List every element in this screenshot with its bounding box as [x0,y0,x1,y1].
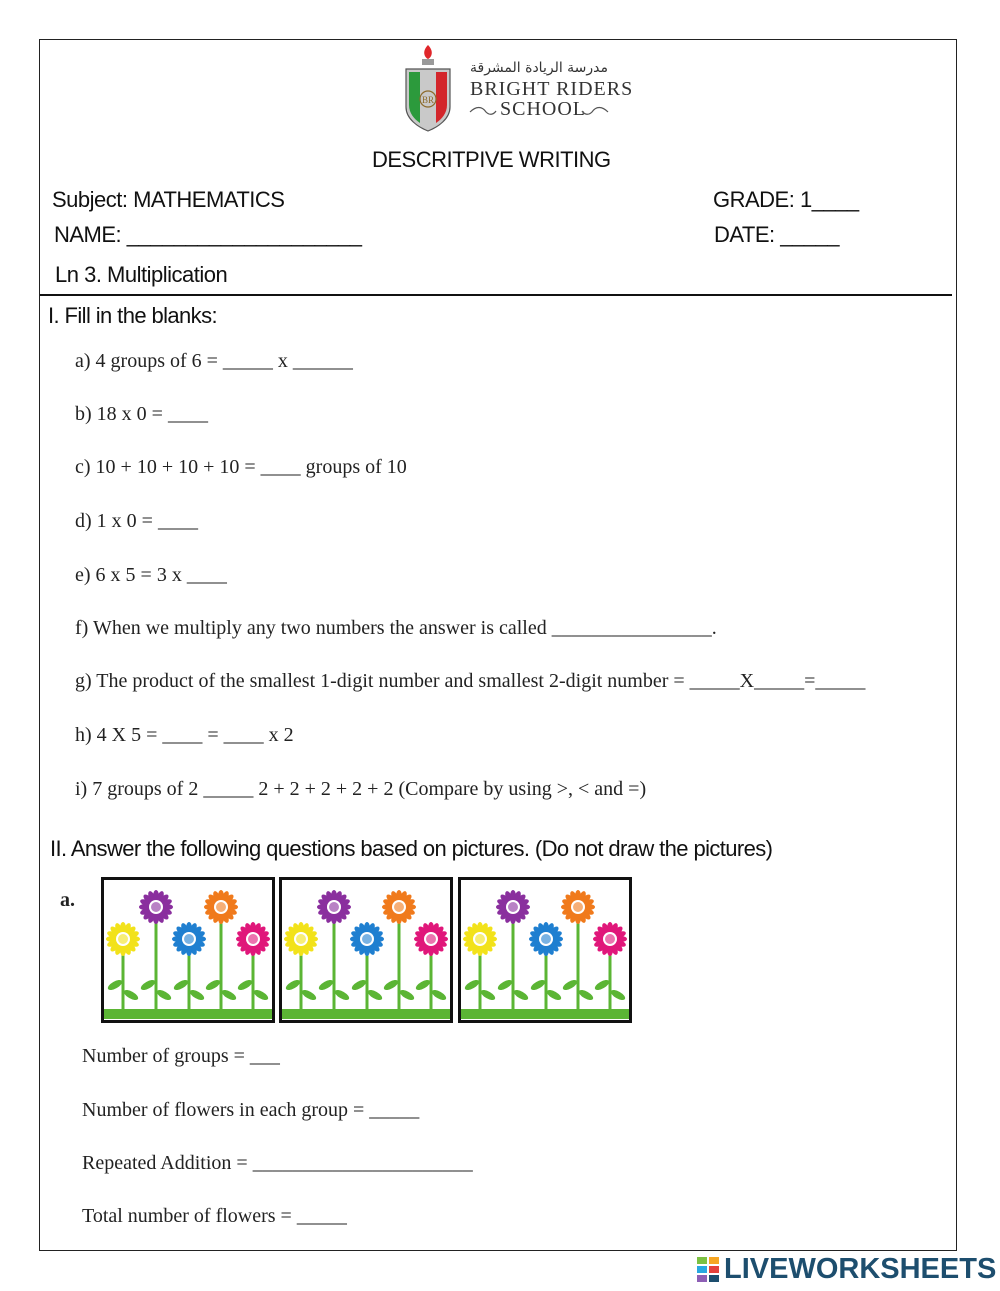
date-field: DATE: _____ [714,222,839,247]
question-c: c) 10 + 10 + 10 + 10 = ____ groups of 10 [75,456,407,478]
header-divider [40,294,952,296]
question-a: a) 4 groups of 6 = _____ x ______ [75,350,353,372]
school-name-line2: SCHOOL [500,98,587,120]
logo-flourish-icon [468,104,610,118]
answer-total-flowers: Total number of flowers = _____ [82,1205,347,1227]
question-b: b) 18 x 0 = ____ [75,403,208,425]
answer-repeated-addition: Repeated Addition = ______________________ [82,1152,473,1174]
worksheet-title: DESCRITPIVE WRITING [372,147,611,172]
school-name-arabic: مدرسة الريادة المشرقة [470,60,609,76]
grade-field: GRADE: 1____ [713,187,859,212]
part-a-label: a. [60,889,75,911]
section1-heading: I. Fill in the blanks: [48,303,217,328]
worksheet-frame [39,39,957,1251]
question-g: g) The product of the smallest 1-digit number and smallest 2-digit number = _____X_____=_____ [75,670,866,692]
question-f: f) When we multiply any two numbers the answer is called ________________. [75,617,717,639]
answer-flowers-each-group: Number of flowers in each group = _____ [82,1099,420,1121]
question-e: e) 6 x 5 = 3 x ____ [75,564,227,586]
school-name-line1: BRIGHT RIDERS [470,78,634,100]
school-crest-icon [402,43,454,135]
flower-group-1 [101,877,275,1023]
flowers-picture [458,877,632,1023]
subject-label: Subject: MATHEMATICS [52,187,285,212]
question-d: d) 1 x 0 = ____ [75,510,198,532]
section2-heading: II. Answer the following questions based on pictures. (Do not draw the pictures) [50,836,773,861]
question-i: i) 7 groups of 2 _____ 2 + 2 + 2 + 2 + 2 (Compare by using >, < and =) [75,778,647,800]
liveworksheets-logo-icon [697,1257,721,1283]
name-field: NAME: ____________________ [54,222,362,247]
svg-text:BR: BR [421,95,435,105]
lesson-title: Ln 3. Multiplication [55,262,228,287]
flowers-picture [279,877,453,1023]
flower-group-3 [458,877,632,1023]
answer-number-of-groups: Number of groups = ___ [82,1045,280,1067]
flower-group-2 [279,877,453,1023]
liveworksheets-brand: LIVEWORKSHEETS [724,1253,997,1285]
question-h: h) 4 X 5 = ____ = ____ x 2 [75,724,294,746]
flowers-picture [101,877,275,1023]
